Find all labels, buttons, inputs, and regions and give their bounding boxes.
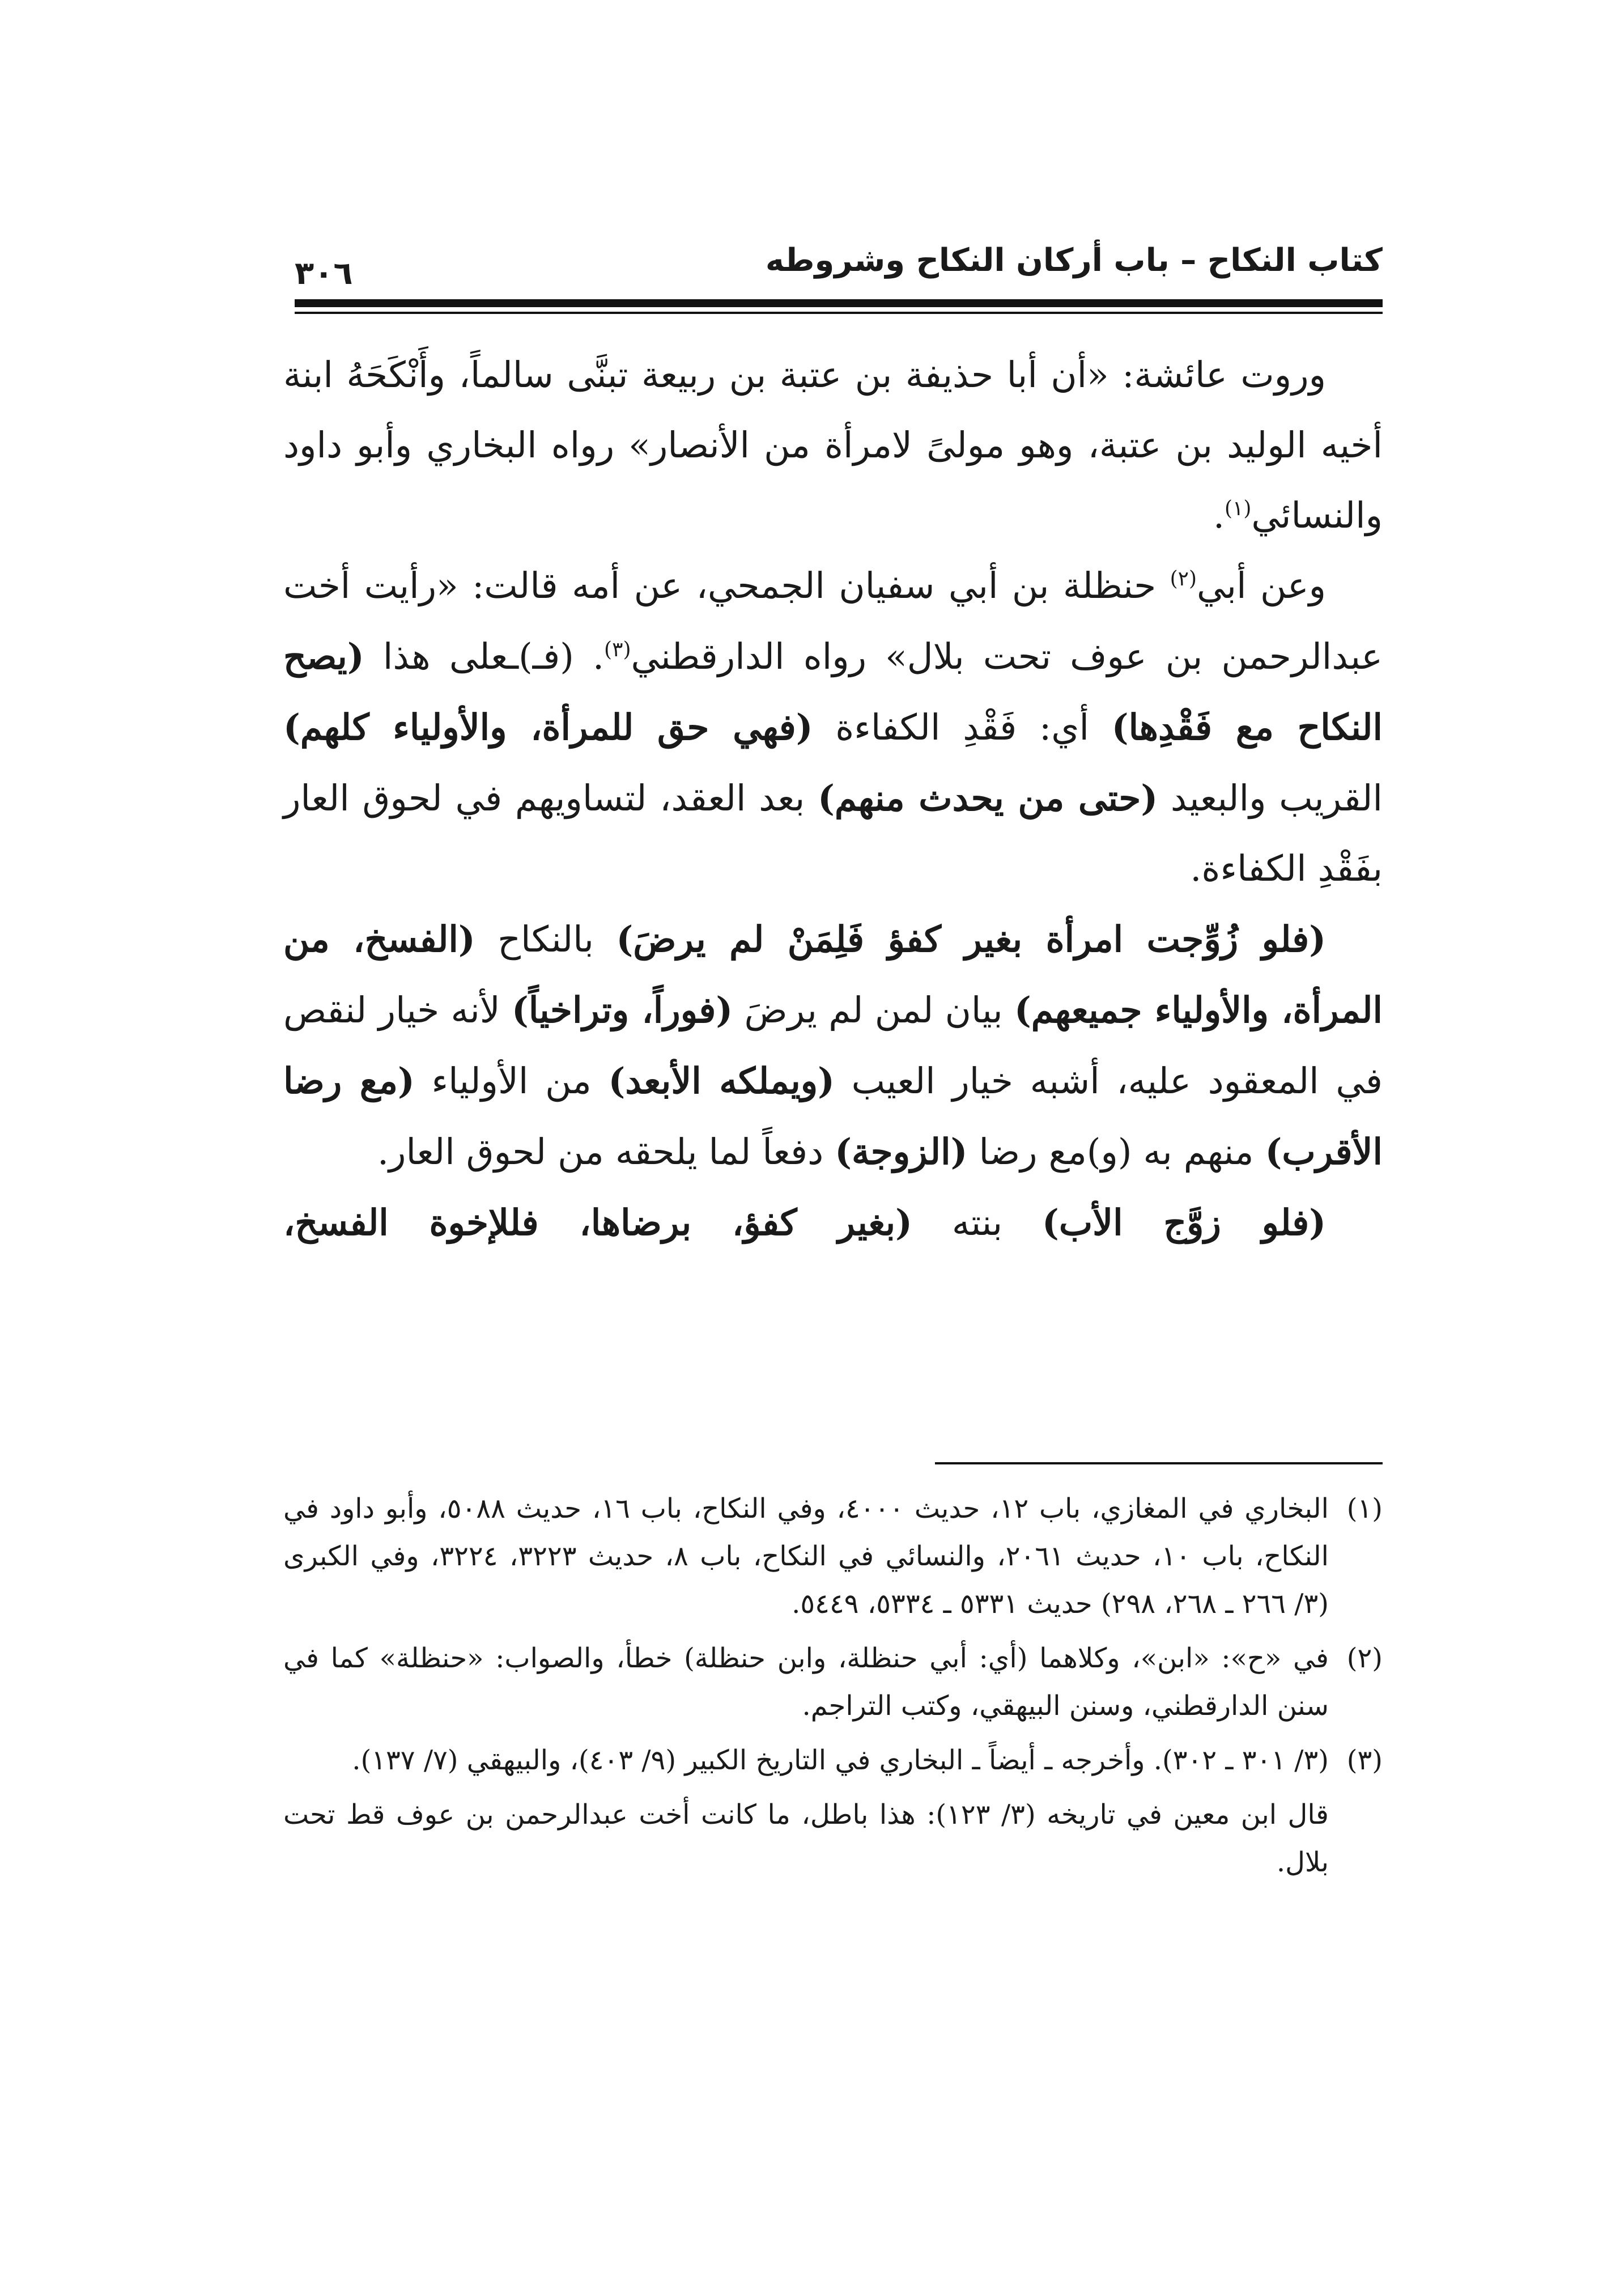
- matn-text: (حتى من يحدث منهم): [818, 777, 1158, 819]
- footnote-ref-2: (٢): [1170, 567, 1197, 591]
- text-run: بنته: [912, 1202, 1043, 1243]
- paragraph-1: [283, 340, 1383, 551]
- header-title: كتاب النكاح – باب أركان النكاح وشروطه: [765, 242, 1383, 279]
- footnote-ref-1: (١): [1224, 497, 1252, 520]
- text-run: منهم به (و)مع رضا: [967, 1131, 1265, 1173]
- matn-text: (فلو زُوِّجت امرأة بغير كفؤ فَلِمَنْ لم يرضَ): [616, 918, 1326, 960]
- text-run: من الأولياء: [414, 1060, 609, 1102]
- footnote-text: البخاري في المغازي، باب ١٢، حديث ٤٠٠٠، وفي النكاح، باب ١٦، حديث ٥٠٨٨، وأبو داود في النكاح، باب ١٠، حديث ٢٠٦١، والنسائي في النكاح، باب ٨، حديث ٣٢٢٣، ٣٢٢٤، وفي الكبرى (٣/ ٢٦٦ ـ ٢٦٨، ٢٩٨) حديث ٥٣٣١ ـ ٥٣٣٤، ٥٤٤٩.: [283, 1493, 1329, 1620]
- footnotes: [283, 1485, 1383, 1886]
- paragraph-4: [283, 1187, 1383, 1258]
- matn-text: (يصح النكاح مع فَقْدِها): [283, 635, 1383, 748]
- footnote-number: (٢): [1346, 1642, 1383, 1674]
- footnote-text: (٣/ ٣٠١ ـ ٣٠٢). وأخرجه ـ أيضاً ـ البخاري في التاريخ الكبير (٩/ ٤٠٣)، والبيهقي (٧/ ١٣٧).: [352, 1744, 1329, 1776]
- footnote-number: (٣): [1346, 1744, 1383, 1776]
- text-run: بيان لمن لم يرضَ: [733, 990, 1014, 1031]
- text-run: بالنكاح: [475, 919, 617, 960]
- main-text: [283, 340, 1383, 1258]
- footnote-2: [283, 1634, 1383, 1730]
- paragraph-3: [283, 904, 1383, 1187]
- matn-text: (الفسخ، من المرأة، والأولياء جميعهم): [283, 918, 1383, 1031]
- text-run: وعن أبي: [1197, 565, 1327, 606]
- text-run: .: [1213, 495, 1225, 536]
- footnote-text: في «ح»: «ابن»، وكلاهما (أي: أبي حنظلة، وابن حنظلة) خطأ، والصواب: «حنظلة» كما في سنن الدارقطني، وسنن البيهقي، وكتب التراجم.: [283, 1642, 1329, 1722]
- matn-text: (الزوجة): [835, 1131, 968, 1173]
- text-run: حنظلة بن أبي سفيان الجمحي، عن أمه قالت: «رأيت أخت عبدالرحمن بن عوف تحت بلال» رواه الدارقطني: [283, 565, 1383, 677]
- footnote-1: [283, 1485, 1383, 1628]
- matn-text: (مع رضا الأقرب): [283, 1060, 1383, 1173]
- matn-text: (ويملكه الأبعد): [608, 1060, 835, 1102]
- matn-text: (فلو زوَّج الأب): [1042, 1201, 1327, 1243]
- page-number: ٣٠٦: [295, 255, 353, 292]
- running-header: [295, 238, 1383, 295]
- text-run: . (فـ)ـعلى هذا: [364, 636, 605, 677]
- footnote-number: (١): [1346, 1493, 1383, 1525]
- text-run: بعد العقد، لتساويهم في لحوق العار بفَقْدِ الكفاءة.: [283, 778, 1383, 889]
- text-run: أي: فَقْدِ الكفاءة: [813, 707, 1112, 748]
- footnote-3-note: قال ابن معين في تاريخه (٣/ ١٢٣): هذا باطل، ما كانت أخت عبدالرحمن بن عوف قط تحت بلال.: [283, 1799, 1329, 1878]
- footnote-separator: [935, 1462, 1383, 1464]
- matn-text: (فوراً، وتراخياً): [512, 989, 733, 1031]
- matn-text: (بغير كفؤ، برضاها، فللإخوة الفسخ،: [283, 1201, 912, 1243]
- matn-text: (فهي حق للمرأة، والأولياء كلهم): [283, 706, 813, 748]
- footnote-ref-3: (٣): [604, 638, 631, 661]
- footnote-3: [283, 1736, 1383, 1784]
- paragraph-2: [283, 551, 1383, 904]
- text-run: وروت عائشة: «أن أبا حذيفة بن عتبة بن ربيعة تبنَّى سالماً، وأَنْكَحَهُ ابنة أخيه الوليد بن عتبة، وهو مولىً لامرأة من الأنصار» رواه البخاري وأبو داود والنسائي: [283, 354, 1383, 536]
- header-rule: [295, 299, 1383, 314]
- text-run: القريب والبعيد: [1158, 778, 1383, 819]
- text-run: لأنه خيار لنقص في المعقود عليه، أشبه خيار العيب: [283, 990, 1383, 1102]
- text-run: دفعاً لما يلحقه من لحوق العار.: [377, 1131, 835, 1173]
